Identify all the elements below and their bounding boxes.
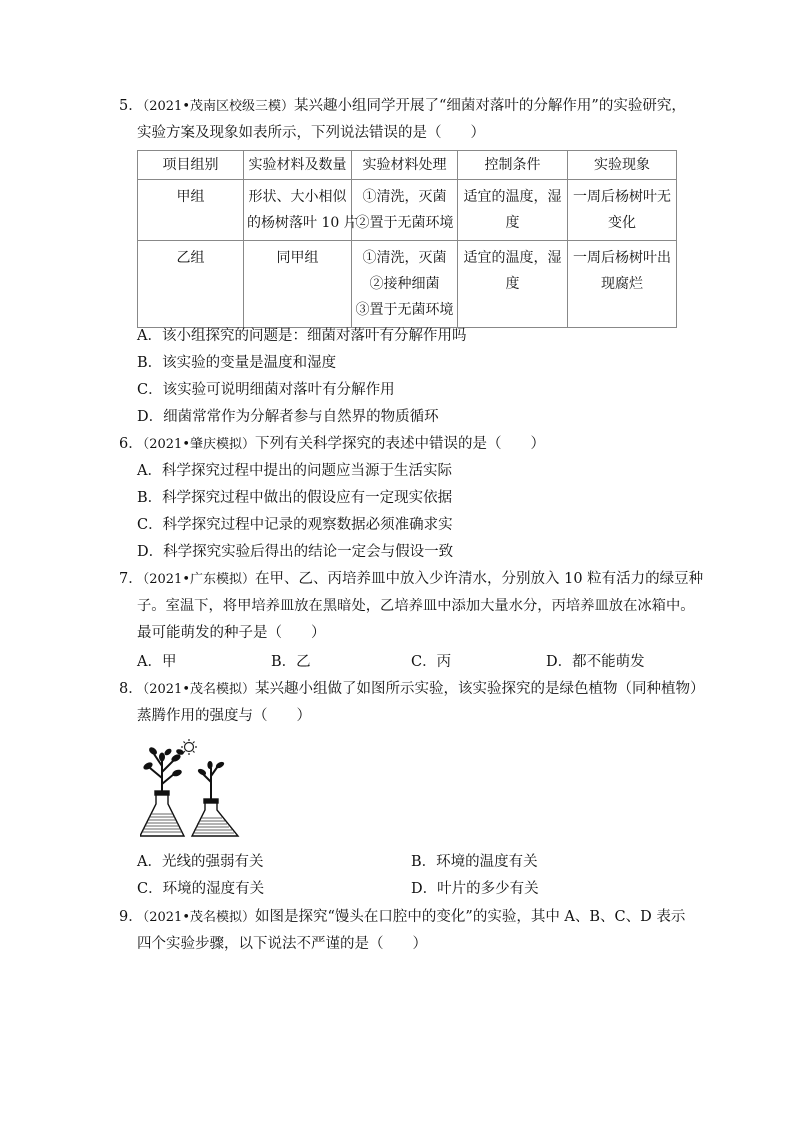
q8-option-d: D．叶片的多少有关 <box>411 881 539 897</box>
table-row <box>138 241 677 328</box>
q6-source: （2021•肇庆模拟） <box>142 437 255 452</box>
cell-line: 度 <box>505 215 520 231</box>
q9-source: （2021•茂名模拟） <box>142 910 255 925</box>
q8-source: （2021•茂名模拟） <box>142 682 255 697</box>
q5-number: 5． <box>119 98 143 114</box>
q6-stem-line-1 <box>119 434 545 455</box>
cell-line: 的杨树落叶 10 片 <box>247 215 358 231</box>
cell-line: 变化 <box>608 215 636 231</box>
q8-stem-line-1 <box>119 679 705 700</box>
cell-line: ①清洗，灭菌 <box>362 250 447 266</box>
q6-option-d: D．科学探究实验后得出的结论一定会与假设一致 <box>137 544 454 560</box>
q6-number: 6． <box>119 436 143 452</box>
q9-stem-text-1: 如图是探究“馒头在口腔中的变化”的实验，其中 A、B、C、D 表示 <box>255 909 686 925</box>
table-cell-group: 乙组 <box>138 241 244 328</box>
q5-stem-text-1: 某兴趣小组同学开展了“细菌对落叶的分解作用”的实验研究， <box>294 98 686 114</box>
q5-option-d: D．细菌常常作为分解者参与自然界的物质循环 <box>137 409 439 425</box>
q8-option-c: C．环境的湿度有关 <box>137 881 265 897</box>
q8-option-b: B．环境的温度有关 <box>411 854 538 870</box>
q9-number: 9． <box>119 909 143 925</box>
table-row <box>138 180 677 241</box>
table-cell-phenomenon <box>568 180 677 241</box>
q5-stem-line-1 <box>119 96 686 117</box>
table-header-cell: 实验材料处理 <box>352 151 458 180</box>
table-header-cell: 实验材料及数量 <box>244 151 352 180</box>
cell-line: 形状、大小相似 <box>248 189 347 205</box>
cell-line: ③置于无菌环境 <box>355 302 454 318</box>
q7-option-d: D．都不能萌发 <box>546 654 645 670</box>
plant-few-leaves-icon <box>197 760 225 804</box>
flask-right-icon <box>192 799 238 836</box>
q9-stem-line-1 <box>119 907 685 928</box>
table-cell-treatment <box>352 241 458 328</box>
q5-option-c: C．该实验可说明细菌对落叶有分解作用 <box>137 382 395 398</box>
table-cell-phenomenon <box>568 241 677 328</box>
cell-line: 一周后杨树叶出 <box>573 250 671 266</box>
q7-stem-line-1 <box>119 569 703 590</box>
table-cell-condition <box>458 241 568 328</box>
q7-stem-text-1: 在甲、乙、丙培养皿中放入少许清水，分别放入 10 粒有活力的绿豆种 <box>255 571 704 587</box>
q5-option-b: B．该实验的变量是温度和湿度 <box>137 355 337 371</box>
table-header-cell: 控制条件 <box>458 151 568 180</box>
q8-stem-text-1: 某兴趣小组做了如图所示实验，该实验探究的是绿色植物（同种植物） <box>255 681 705 697</box>
table-header-row <box>138 151 677 180</box>
q9-stem-line-2: 四个实验步骤，以下说法不严谨的是（ ） <box>137 936 427 952</box>
plant-many-leaves-icon <box>142 746 184 796</box>
table-cell-material <box>244 241 352 328</box>
table-cell-condition <box>458 180 568 241</box>
plant-flasks-figure <box>140 738 260 840</box>
q8-number: 8． <box>119 681 143 697</box>
cell-line: 同甲组 <box>276 250 319 266</box>
cell-line: 适宜的温度，湿 <box>463 189 562 205</box>
q5-source: （2021•茂南区校级三模） <box>142 99 294 114</box>
table-cell-material <box>244 180 358 241</box>
cell-line: ②接种细菌 <box>369 276 440 292</box>
q6-stem-text-1: 下列有关科学探究的表述中错误的是（ ） <box>255 436 545 452</box>
cell-line: 现腐烂 <box>601 276 643 292</box>
table-header-cell: 实验现象 <box>568 151 677 180</box>
q7-option-c: C．丙 <box>411 654 452 670</box>
q6-option-c: C．科学探究过程中记录的观察数据必须准确求实 <box>137 517 453 533</box>
q8-option-a: A．光线的强弱有关 <box>137 854 264 870</box>
q6-option-a: A．科学探究过程中提出的问题应当源于生活实际 <box>137 463 452 479</box>
table-cell-group: 甲组 <box>138 180 244 241</box>
experiment-table <box>137 150 677 328</box>
cell-line: ①清洗，灭菌 <box>362 189 447 205</box>
table-header-cell: 项目组别 <box>138 151 244 180</box>
q7-stem-line-3: 最可能萌发的种子是（ ） <box>137 625 326 641</box>
q7-option-a: A．甲 <box>137 654 177 670</box>
cell-line: 一周后杨树叶无 <box>573 189 671 205</box>
q8-stem-line-2: 蒸腾作用的强度与（ ） <box>137 708 311 724</box>
cell-line: 适宜的温度，湿 <box>463 250 562 266</box>
q7-stem-line-2: 子。室温下，将甲培养皿放在黑暗处，乙培养皿中添加大量水分，丙培养皿放在冰箱中。 <box>137 598 695 614</box>
cell-line: 度 <box>505 276 520 292</box>
q7-number: 7． <box>119 571 143 587</box>
q7-source: （2021•广东模拟） <box>142 572 255 587</box>
q6-option-b: B．科学探究过程中做出的假设应有一定现实依据 <box>137 490 453 506</box>
table-cell-treatment <box>352 180 458 241</box>
q5-stem-line-2: 实验方案及现象如表所示，下列说法错误的是（ ） <box>137 125 485 141</box>
q5-option-a: A．该小组探究的问题是：细菌对落叶有分解作用吗 <box>137 328 467 344</box>
q7-option-b: B．乙 <box>271 654 311 670</box>
cell-line: ②置于无菌环境 <box>355 215 454 231</box>
